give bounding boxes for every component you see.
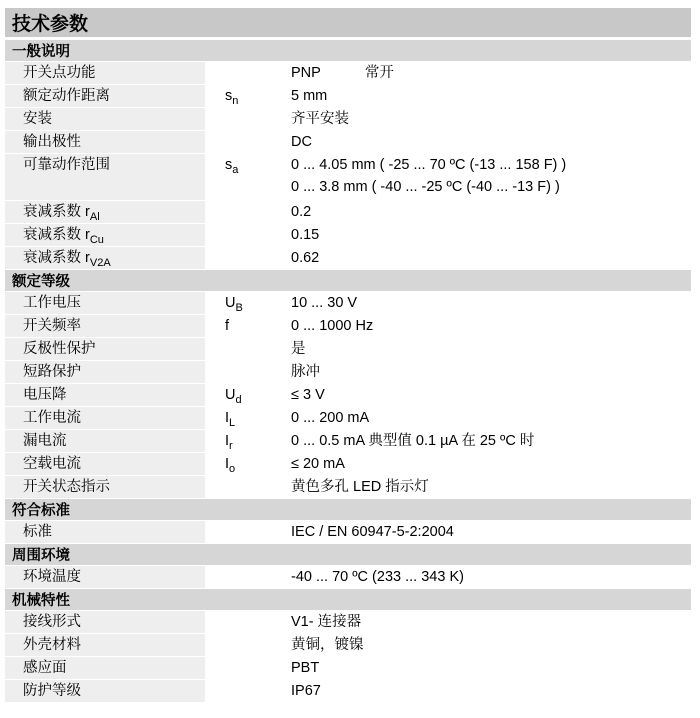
page-title: 技术参数: [5, 8, 691, 39]
row-label: 感应面: [5, 657, 205, 679]
table-row: [5, 247, 691, 269]
row-label: [5, 201, 205, 223]
symbol-sub: a: [232, 164, 239, 176]
row-label: 开关频率: [5, 315, 205, 337]
symbol-text: U: [225, 295, 236, 311]
row-value: PBT: [291, 660, 320, 676]
table-row: [5, 476, 691, 498]
row-label: 防护等级: [5, 680, 205, 702]
row-symbol: f: [225, 318, 230, 334]
row-label: 短路保护: [5, 361, 205, 383]
table-row: [5, 85, 691, 107]
symbol-sub: d: [235, 394, 242, 406]
table-row: [5, 680, 691, 702]
row-label: 电压降: [5, 384, 205, 406]
symbol-text: I: [225, 410, 230, 426]
row-value: 0 ... 0.5 mA 典型值 0.1 µA 在 25 ºC 时: [291, 433, 535, 449]
table-row: [5, 315, 691, 337]
symbol-text: I: [225, 433, 230, 449]
row-value: [281, 62, 691, 84]
row-symbol: [205, 453, 281, 475]
symbol-sub: L: [229, 417, 236, 429]
section-header-ratings: 额定等级: [5, 270, 691, 291]
row-symbol: [205, 85, 281, 107]
row-value: 黄色多孔 LED 指示灯: [291, 479, 429, 495]
row-label: 漏电流: [5, 430, 205, 452]
row-value: 黄铜，镀镍: [291, 637, 364, 653]
symbol-sub: B: [235, 302, 243, 314]
table-row: [5, 634, 691, 656]
row-label: 反极性保护: [5, 338, 205, 360]
row-symbol: [205, 154, 281, 176]
table-row: [5, 292, 691, 314]
row-label: 开关点功能: [5, 62, 205, 84]
symbol-sub: r: [229, 440, 233, 452]
row-label: 可靠动作范围: [5, 154, 205, 200]
value-extra: 常开: [364, 65, 394, 81]
value-line-2: 0 ... 3.8 mm ( -40 ... -25 ºC (-40 ... -13 F) ): [291, 179, 560, 195]
row-symbol: [205, 292, 281, 314]
label-text: 衰减系数 r: [23, 250, 90, 266]
row-value: IEC / EN 60947-5-2:2004: [291, 524, 454, 540]
section-header-environment: 周围环境: [5, 544, 691, 565]
label-text: 衰减系数 r: [23, 204, 90, 220]
table-row: [5, 566, 691, 588]
row-value: ≤ 3 V: [291, 387, 325, 403]
row-label: 额定动作距离: [5, 85, 205, 107]
symbol-text: s: [225, 88, 233, 104]
table-row: [5, 361, 691, 383]
symbol-text: I: [225, 456, 230, 472]
row-value: 0.15: [291, 227, 320, 243]
row-value: 0.62: [291, 250, 320, 266]
table-row: [5, 657, 691, 679]
row-value: 5 mm: [291, 88, 328, 104]
table-row: [5, 407, 691, 429]
row-value: DC: [291, 134, 312, 150]
row-symbol: [205, 407, 281, 429]
row-label: 安装: [5, 108, 205, 130]
row-value: 脉冲: [291, 364, 320, 380]
row-value: -40 ... 70 ºC (233 ... 343 K): [291, 569, 464, 585]
row-value: [281, 154, 691, 198]
row-symbol: [205, 430, 281, 452]
row-value: V1- 连接器: [291, 614, 362, 630]
symbol-text: s: [225, 157, 233, 173]
symbol-sub: n: [232, 95, 239, 107]
row-value: IP67: [291, 683, 321, 699]
symbol-text: U: [225, 387, 236, 403]
section-header-standards: 符合标准: [5, 499, 691, 520]
row-label: [5, 247, 205, 269]
row-symbol: [205, 384, 281, 406]
row-label: 输出极性: [5, 131, 205, 153]
row-value: 是: [291, 341, 306, 357]
label-sub: Al: [89, 211, 100, 223]
row-label: 工作电压: [5, 292, 205, 314]
label-sub: V2A: [89, 257, 111, 269]
label-text: 衰减系数 r: [23, 227, 90, 243]
row-value: 齐平安装: [291, 111, 349, 127]
table-row: [5, 611, 691, 633]
row-value: 0 ... 1000 Hz: [291, 318, 374, 334]
table-row: [5, 338, 691, 360]
row-label: 工作电流: [5, 407, 205, 429]
table-row: [5, 384, 691, 406]
row-label: [5, 224, 205, 246]
row-value: ≤ 20 mA: [291, 456, 345, 472]
table-row: [5, 521, 691, 543]
row-label: 空载电流: [5, 453, 205, 475]
row-label: 接线形式: [5, 611, 205, 633]
row-label: 开关状态指示: [5, 476, 205, 498]
value-line-1: 0 ... 4.05 mm ( -25 ... 70 ºC (-13 ... 158 F) ): [291, 157, 567, 173]
table-row: [5, 201, 691, 223]
row-value: 0 ... 200 mA: [291, 410, 370, 426]
table-row: [5, 62, 691, 84]
section-header-mechanical: 机械特性: [5, 589, 691, 610]
table-row: [5, 131, 691, 153]
section-header-general: 一般说明: [5, 40, 691, 61]
symbol-sub: o: [229, 463, 236, 475]
value-text: PNP: [291, 65, 321, 81]
table-row: [5, 108, 691, 130]
table-row: [5, 154, 691, 200]
row-label: 环境温度: [5, 566, 205, 588]
label-sub: Cu: [89, 234, 104, 246]
row-label: 标准: [5, 521, 205, 543]
row-value: 0.2: [291, 204, 312, 220]
table-row: [5, 224, 691, 246]
row-label: 外壳材料: [5, 634, 205, 656]
table-row: [5, 453, 691, 475]
table-row: [5, 430, 691, 452]
row-value: 10 ... 30 V: [291, 295, 358, 311]
